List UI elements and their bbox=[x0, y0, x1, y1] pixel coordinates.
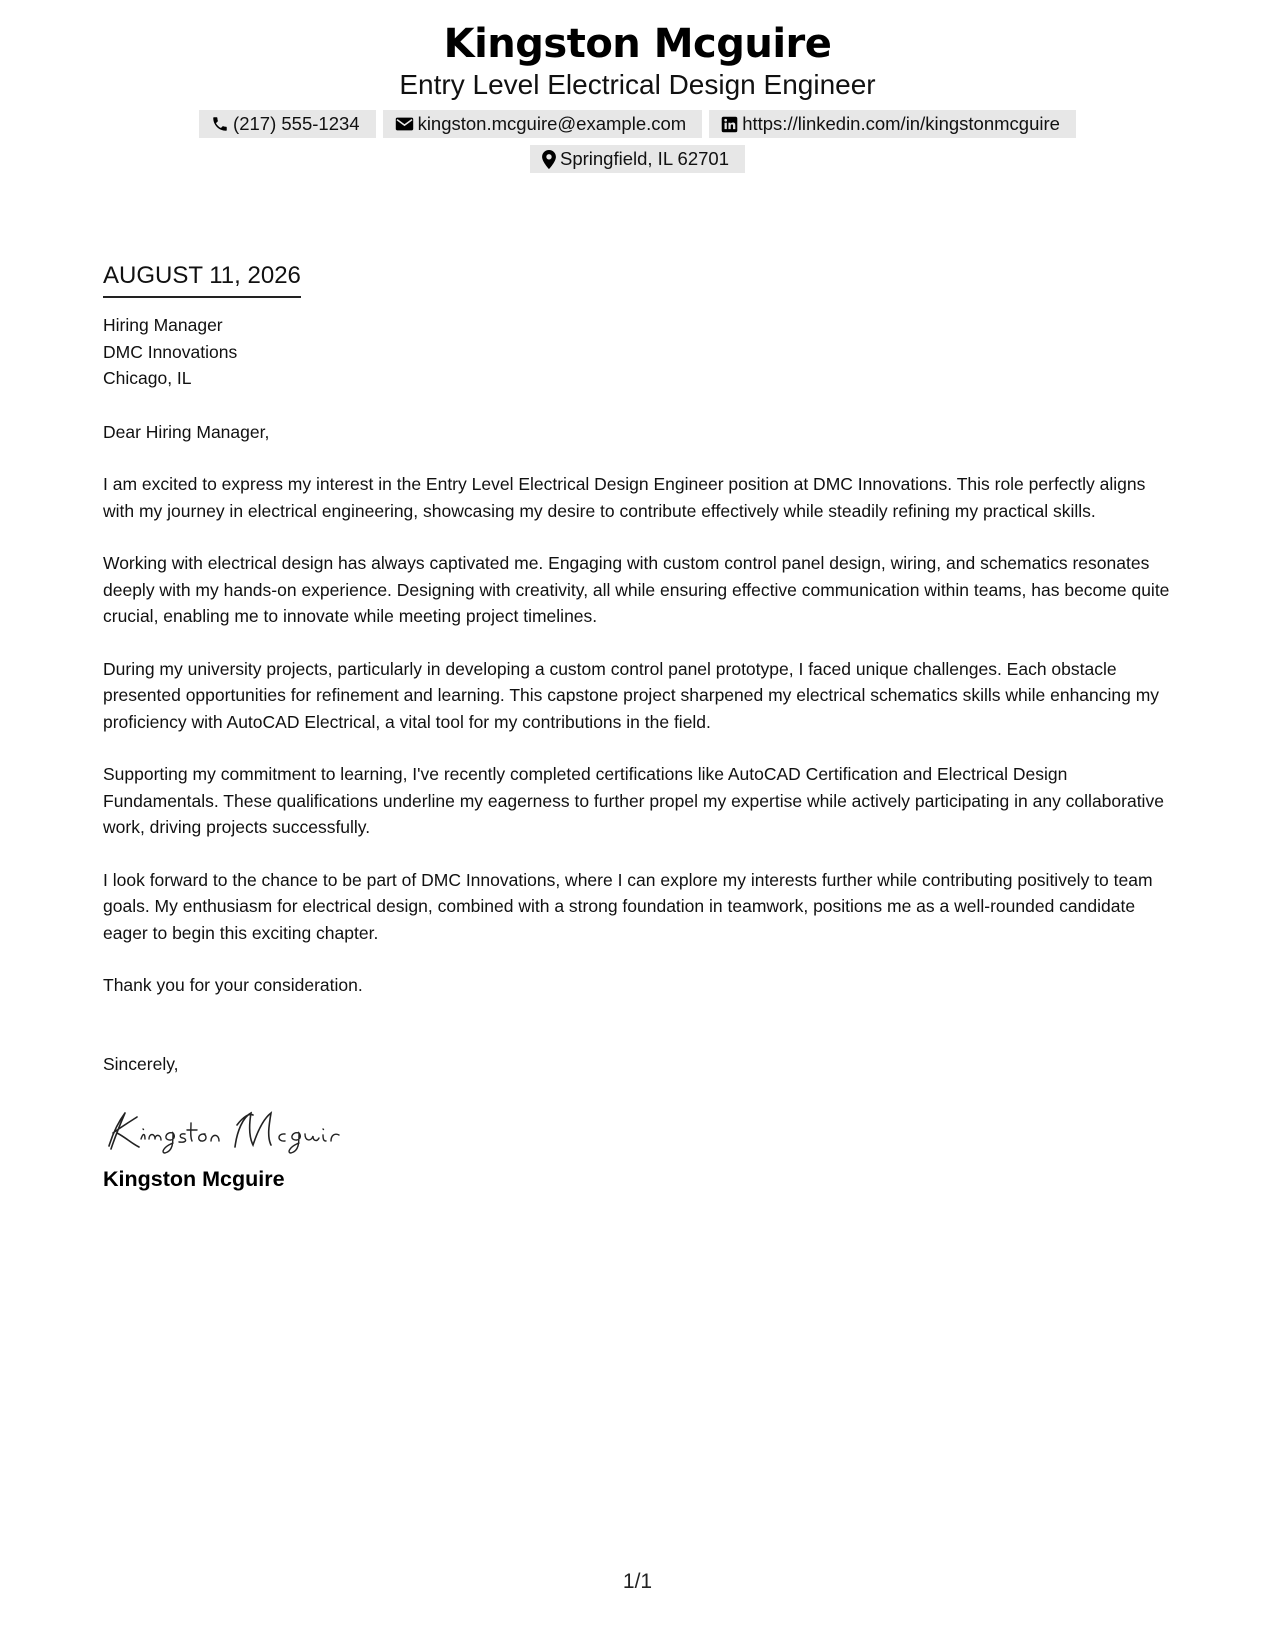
map-marker-icon bbox=[542, 150, 556, 169]
salutation: Dear Hiring Manager, bbox=[103, 421, 270, 442]
contact-phone[interactable] bbox=[199, 110, 376, 138]
letter-body bbox=[103, 259, 1178, 1193]
letter-header bbox=[0, 18, 1275, 173]
page-indicator: 1/1 bbox=[622, 1570, 653, 1593]
phone-text: (217) 555-1234 bbox=[233, 113, 360, 134]
contact-row-primary bbox=[0, 110, 1275, 138]
applicant-name: Kingston Mcguire bbox=[443, 21, 832, 67]
recipient-line: DMC Innovations bbox=[103, 341, 238, 362]
body-paragraph: Working with electrical design has always captivated me. Engaging with custom control panel design, wiring, and schematics resonates deeply with my hands-on experience. Designing with creativity, all while ensuring effective communication within teams, has become quite crucial, enabling me to innovate while meeting project timelines. bbox=[103, 553, 1170, 626]
linkedin-icon bbox=[721, 116, 738, 133]
handwritten-signature bbox=[103, 1103, 1178, 1155]
phone-icon bbox=[211, 115, 229, 133]
letter-date: AUGUST 11, 2026 bbox=[103, 259, 301, 298]
recipient-line: Hiring Manager bbox=[103, 315, 223, 335]
location-text: Springfield, IL 62701 bbox=[559, 148, 730, 169]
body-paragraph: During my university projects, particularly in developing a custom control panel prototype, I faced unique challenges. Each obstacle presented opportunities for refinement and learning. This capstone project sharpened my electrical schematics skills while enhancing my proficiency with AutoCAD Electrical, a vital tool for my contributions in the field. bbox=[103, 658, 1160, 732]
contact-row-secondary bbox=[0, 145, 1275, 173]
closing: Sincerely, bbox=[103, 1053, 179, 1074]
signer-name: Kingston Mcguire bbox=[103, 1167, 285, 1191]
contact-email[interactable] bbox=[383, 110, 703, 138]
contact-linkedin[interactable] bbox=[709, 110, 1076, 138]
recipient-block bbox=[103, 312, 1178, 392]
body-paragraph: I look forward to the chance to be part of DMC Innovations, where I can explore my interests further while contributing positively to team goals. My enthusiasm for electrical design, combined with a strong foundation in teamwork, positions me as a well-rounded candidate eager to begin this exciting chapter. bbox=[103, 869, 1153, 943]
email-text: kingston.mcguire@example.com bbox=[417, 113, 687, 134]
applicant-title: Entry Level Electrical Design Engineer bbox=[399, 69, 876, 100]
signature-image bbox=[103, 1103, 363, 1155]
contact-location bbox=[530, 145, 745, 173]
linkedin-text: https://linkedin.com/in/kingstonmcguire bbox=[742, 113, 1060, 134]
body-paragraph: I am excited to express my interest in the Entry Level Electrical Design Engineer position at DMC Innovations. This role perfectly aligns with my journey in electrical engineering, showcasing my desire to contribute effectively while steadily refining my practical skills. bbox=[103, 474, 1146, 521]
recipient-line: Chicago, IL bbox=[103, 368, 192, 388]
body-paragraph: Supporting my commitment to learning, I've recently completed certifications like AutoCAD Certification and Electrical Design Fundamentals. These qualifications underline my eagerness to further propel my expertise while actively participating in any collaborative work, driving projects successfully. bbox=[103, 764, 1164, 837]
envelope-icon bbox=[395, 116, 414, 132]
body-paragraph: Thank you for your consideration. bbox=[103, 975, 363, 995]
